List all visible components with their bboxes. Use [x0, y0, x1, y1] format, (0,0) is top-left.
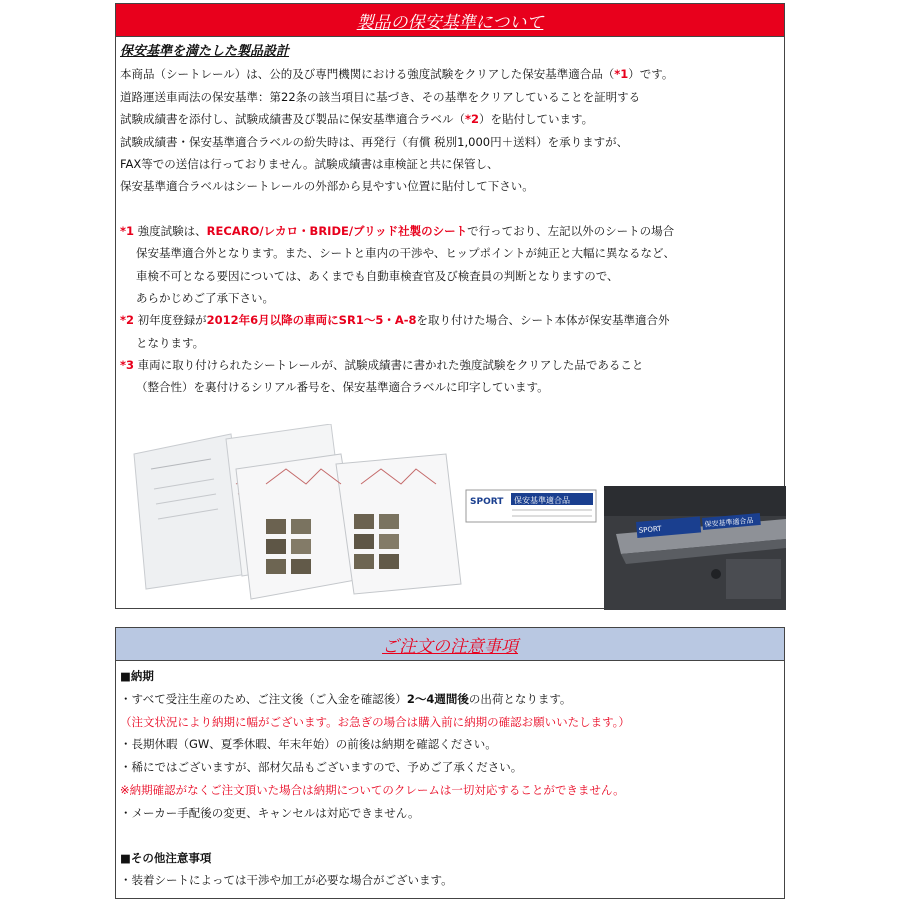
delivery-item-1-note: （注文状況により納期に幅がございます。お急ぎの場合は購入前に納期の確認お願いいたします。）: [120, 714, 630, 729]
para-line-5: FAX等での送信は行っておりません。試験成績書は車検証と共に保管し、: [120, 156, 499, 171]
delivery-heading: ■納期: [120, 669, 154, 683]
delivery-item-4: ※納期確認がなくご注文頂いた場合は納期についてのクレームは一切対応することができません。: [120, 782, 625, 797]
note1-line-2: 保安基準適合外となります。また、シートと車内の干渉や、ヒップポイントが純正と大幅に異なるなど、: [136, 246, 675, 261]
section2-content: [116, 661, 784, 892]
delivery-item-2: ・長期休暇（GW、夏季休暇、年末年始）の前後は納期を確認ください。: [120, 737, 497, 752]
para-line-1: 本商品（シートレール）は、公的及び専門機関における強度試験をクリアした保安基準適合品（*1）です。: [120, 67, 674, 82]
note3-line-1: *3 車両に取り付けられたシートレールが、試験成績書に書かれた強度試験をクリアした品であること: [120, 358, 644, 373]
note2-line-2: となります。: [136, 335, 205, 350]
seat-rail-photo: [604, 486, 786, 610]
section1-subtitle: 保安基準を満たした製品設計: [120, 44, 290, 59]
other-notes-heading: ■その他注意事項: [120, 850, 212, 865]
note1-line-3: 車検不可となる要因については、あくまでも自動車検査官及び検査員の判断となりますので、: [136, 268, 619, 283]
documents-and-label-illustration: [116, 424, 786, 610]
para-line-4: 試験成績書・保安基準適合ラベルの紛失時は、再発行（有償 税別1,000円＋送料）を承りますが、: [120, 134, 629, 149]
test-report-documents-image: [134, 424, 461, 599]
delivery-item-1: ・すべて受注生産のため、ご注文後（ご入金を確認後）2～4週間後の出荷となります。: [120, 691, 572, 706]
svg-text:SPORT: SPORT: [638, 524, 662, 535]
para-line-2: 道路運送車両法の保安基準：第22条の該当項目に基づき、その基準をクリアしていることを証明する: [120, 89, 641, 104]
other-notes-item-1: ・装着シートによっては干渉や加工が必要な場合がございます。: [120, 873, 453, 888]
svg-text:保安基準適合品: 保安基準適合品: [704, 516, 754, 529]
note3-line-2: （整合性）を裏付けるシリアル番号を、保安基準適合ラベルに印字しています。: [136, 380, 549, 395]
note1-line-4: あらかじめご了承下さい。: [136, 290, 274, 305]
delivery-item-3: ・稀にではございますが、部材欠品もございますので、予めご了承ください。: [120, 760, 523, 775]
para-line-3: 試験成績書を添付し、試験成績書及び製品に保安基準適合ラベル（*2）を貼付しています。: [120, 112, 594, 127]
section1-content: [116, 37, 784, 399]
order-notes-panel: [115, 627, 785, 899]
section2-title: ご注文の注意事項: [116, 628, 784, 661]
safety-standard-panel: [115, 3, 785, 609]
photo-area: [116, 424, 786, 610]
svg-text:保安基準適合品: 保安基準適合品: [514, 496, 570, 505]
para-line-6: 保安基準適合ラベルはシートレールの外部から見やすい位置に貼付して下さい。: [120, 179, 534, 194]
compliance-label-image: [466, 490, 596, 522]
note1-line-1: *1 強度試験は、RECARO/レカロ・BRIDE/ブリッド社製のシートで行っており、左記以外のシートの場合: [120, 223, 675, 238]
svg-text:SPORT: SPORT: [470, 497, 504, 507]
note2-line-1: *2 初年度登録が2012年6月以降の車両にSR1～5・A-8を取り付けた場合、シート本体が保安基準適合外: [120, 313, 670, 328]
delivery-item-5: ・メーカー手配後の変更、キャンセルは対応できません。: [120, 805, 420, 820]
section1-title: 製品の保安基準について: [116, 4, 784, 37]
